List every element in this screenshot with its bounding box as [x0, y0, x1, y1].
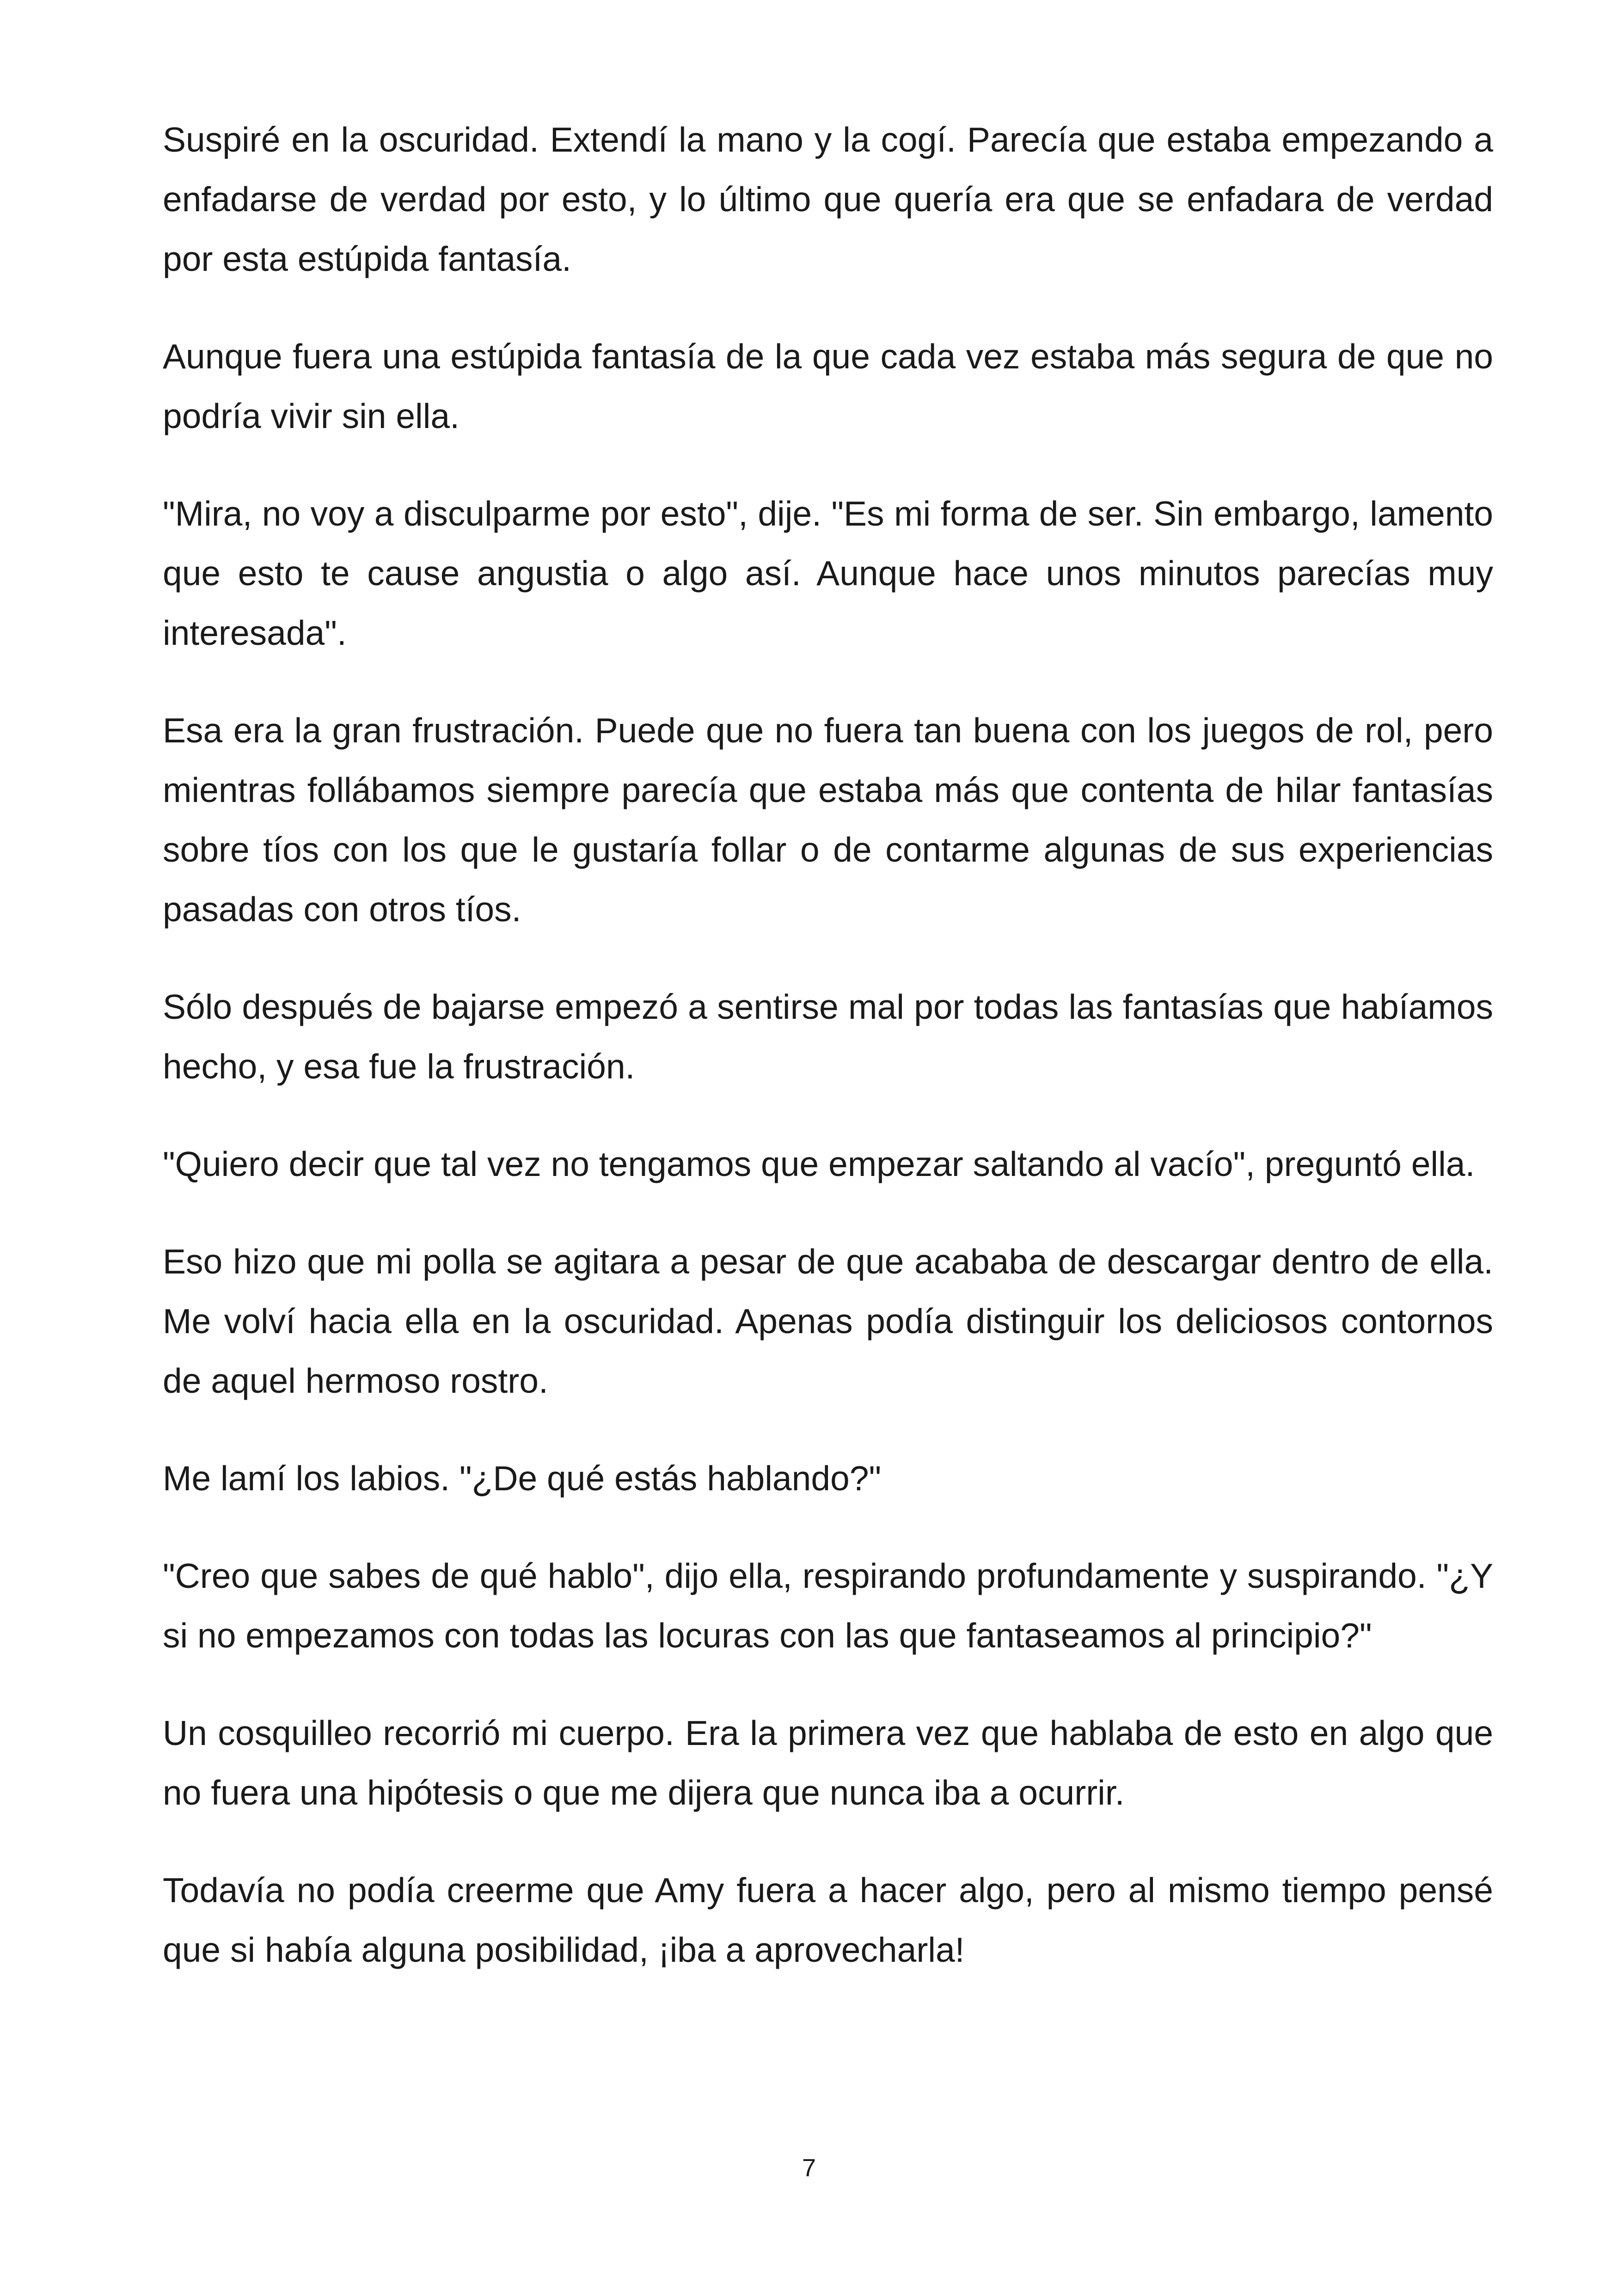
paragraph: Esa era la gran frustración. Puede que no fuera tan buena con los juegos de rol, pero mientras follábamos siempre parecía que estaba más que contenta de hilar fantasías sobre tíos con los que le gustaría follar o de contarme algunas de sus experiencias pasadas con otros tíos.: [163, 711, 1493, 929]
paragraph: Eso hizo que mi polla se agitara a pesar de que acababa de descargar dentro de ella. Me volví hacia ella en la oscuridad. Apenas podía distinguir los deliciosos contornos de aquel hermoso rostro.: [163, 1242, 1493, 1400]
paragraph: Aunque fuera una estúpida fantasía de la que cada vez estaba más segura de que no podría vivir sin ella.: [163, 337, 1493, 435]
paragraph: Suspiré en la oscuridad. Extendí la mano y la cogí. Parecía que estaba empezando a enfadarse de verdad por esto, y lo último que quería era que se enfadara de verdad por esta estúpida fantasía.: [163, 120, 1493, 278]
paragraph: "Quiero decir que tal vez no tengamos que empezar saltando al vacío", preguntó ella.: [163, 1145, 1475, 1183]
body-text: [163, 110, 1493, 2018]
paragraph: Sólo después de bajarse empezó a sentirse mal por todas las fantasías que habíamos hecho, y esa fue la frustración.: [163, 987, 1493, 1086]
paragraph: "Mira, no voy a disculparme por esto", dije. "Es mi forma de ser. Sin embargo, lamento que esto te cause angustia o algo así. Aunque hace unos minutos parecías muy interesada".: [163, 494, 1493, 652]
page-number: 7: [802, 2154, 816, 2182]
paragraph: Todavía no podía creerme que Amy fuera a hacer algo, pero al mismo tiempo pensé que si había alguna posibilidad, ¡iba a aprovecharla!: [163, 1871, 1493, 1969]
paragraph: Me lamí los labios. "¿De qué estás hablando?": [163, 1459, 882, 1498]
paragraph: Un cosquilleo recorrió mi cuerpo. Era la primera vez que hablaba de esto en algo que no fuera una hipótesis o que me dijera que nunca iba a ocurrir.: [163, 1714, 1493, 1812]
paragraph: "Creo que sabes de qué hablo", dijo ella, respirando profundamente y suspirando. "¿Y si no empezamos con todas las locuras con las que fantaseamos al principio?": [163, 1556, 1493, 1655]
